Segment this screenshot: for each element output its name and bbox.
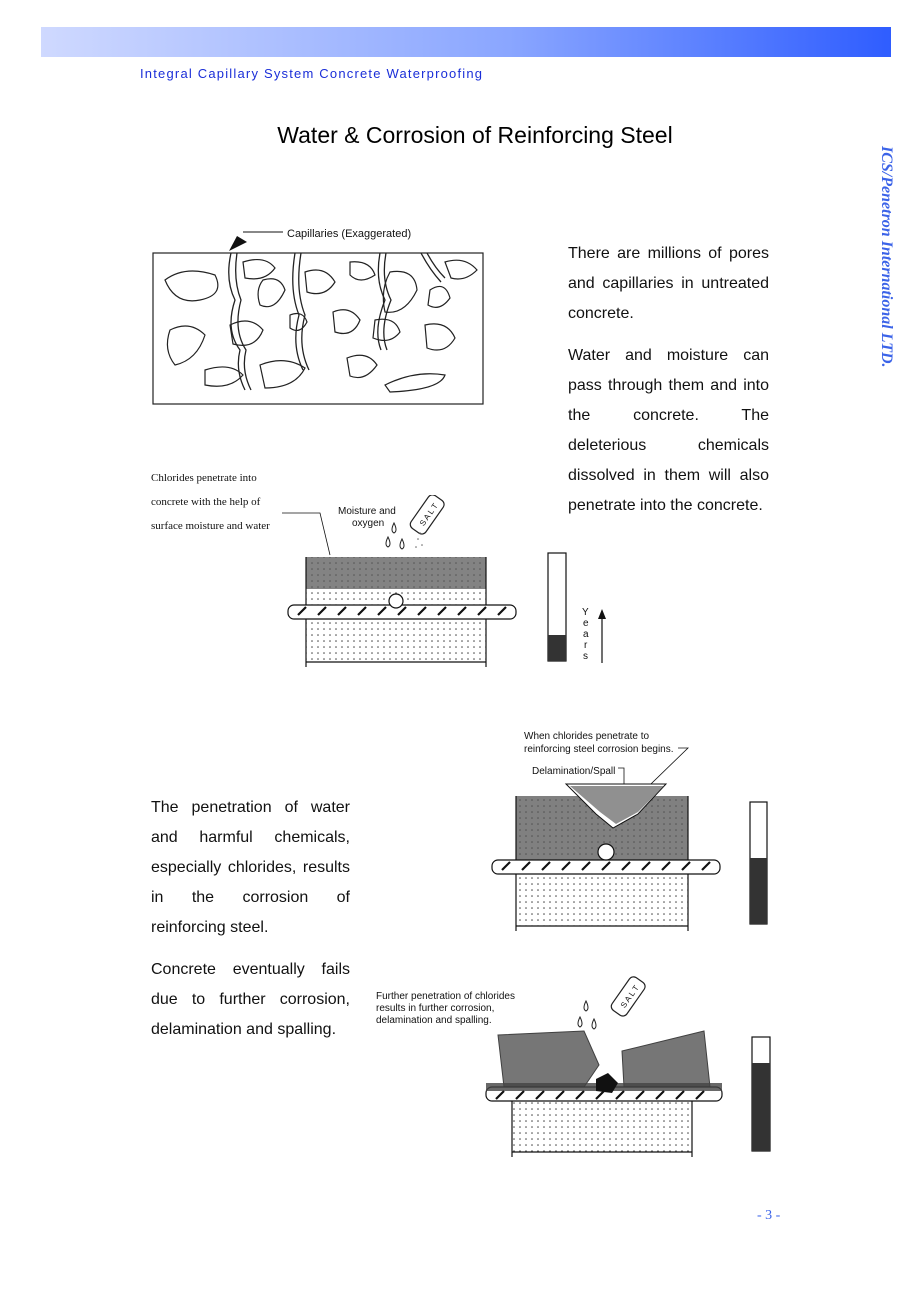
paragraph-pores: There are millions of pores and capillaries in untreated concrete. [568, 245, 769, 322]
water-drop-icon [578, 1001, 596, 1029]
further-corrosion-diagram [374, 975, 779, 1160]
caption-line: concrete with the help of [151, 496, 261, 508]
corrosion-label-line1: When chlorides penetrate to [524, 731, 650, 742]
years-letter: s [583, 651, 588, 662]
years-letter: a [583, 629, 589, 640]
years-letter: e [583, 618, 589, 629]
svg-text:S A L T: S A L T [417, 501, 440, 528]
delamination-label: Delamination/Spall [532, 766, 616, 777]
water-drop-icon [386, 523, 404, 549]
company-side-text: ICS/Penetron International LTD. [878, 146, 895, 368]
years-letter: r [584, 640, 588, 651]
company-side-label [867, 146, 897, 406]
moisture-label-line2: oxygen [352, 518, 385, 529]
page-number: - 3 - [757, 1208, 781, 1223]
years-letter: Y [582, 607, 589, 618]
arrow-icon [229, 236, 247, 251]
salt-shaker-icon [408, 495, 446, 536]
moisture-label-line1: Moisture and [338, 506, 396, 517]
salt-shaker-icon [609, 975, 647, 1018]
document-header: Integral Capillary System Concrete Waterproofing [140, 66, 484, 81]
paragraph-water: Water and moisture can pass through them and into the concrete. The deleterious chemicals dissolved in them will also penetrate into the concrete. [568, 347, 769, 514]
svg-text:S A L T: S A L T [618, 983, 641, 1010]
further-label-line3: delamination and spalling. [376, 1015, 492, 1026]
caption-line: surface moisture and water [151, 520, 270, 532]
corrosion-label-line2: reinforcing steel corrosion begins. [524, 744, 674, 755]
further-label-line1: Further penetration of chlorides [376, 991, 515, 1002]
capillaries-label: Capillaries (Exaggerated) [287, 228, 412, 240]
caption-line: Chlorides penetrate into [151, 472, 257, 484]
header-gradient-bar [41, 27, 891, 57]
chloride-caption [151, 466, 296, 538]
paragraph-failure: Concrete eventually fails due to further corrosion, delamination and spalling. [151, 961, 350, 1038]
paragraph-corrosion: The penetration of water and harmful chemicals, especially chlorides, results in the corrosion of reinforcing steel. [151, 799, 350, 936]
capillaries-diagram [145, 220, 495, 415]
corrosion-begins-diagram [488, 726, 778, 936]
page-title: Water & Corrosion of Reinforcing Steel [277, 122, 673, 148]
chloride-penetration-diagram [280, 495, 620, 680]
further-label-line2: results in further corrosion, [376, 1003, 495, 1014]
